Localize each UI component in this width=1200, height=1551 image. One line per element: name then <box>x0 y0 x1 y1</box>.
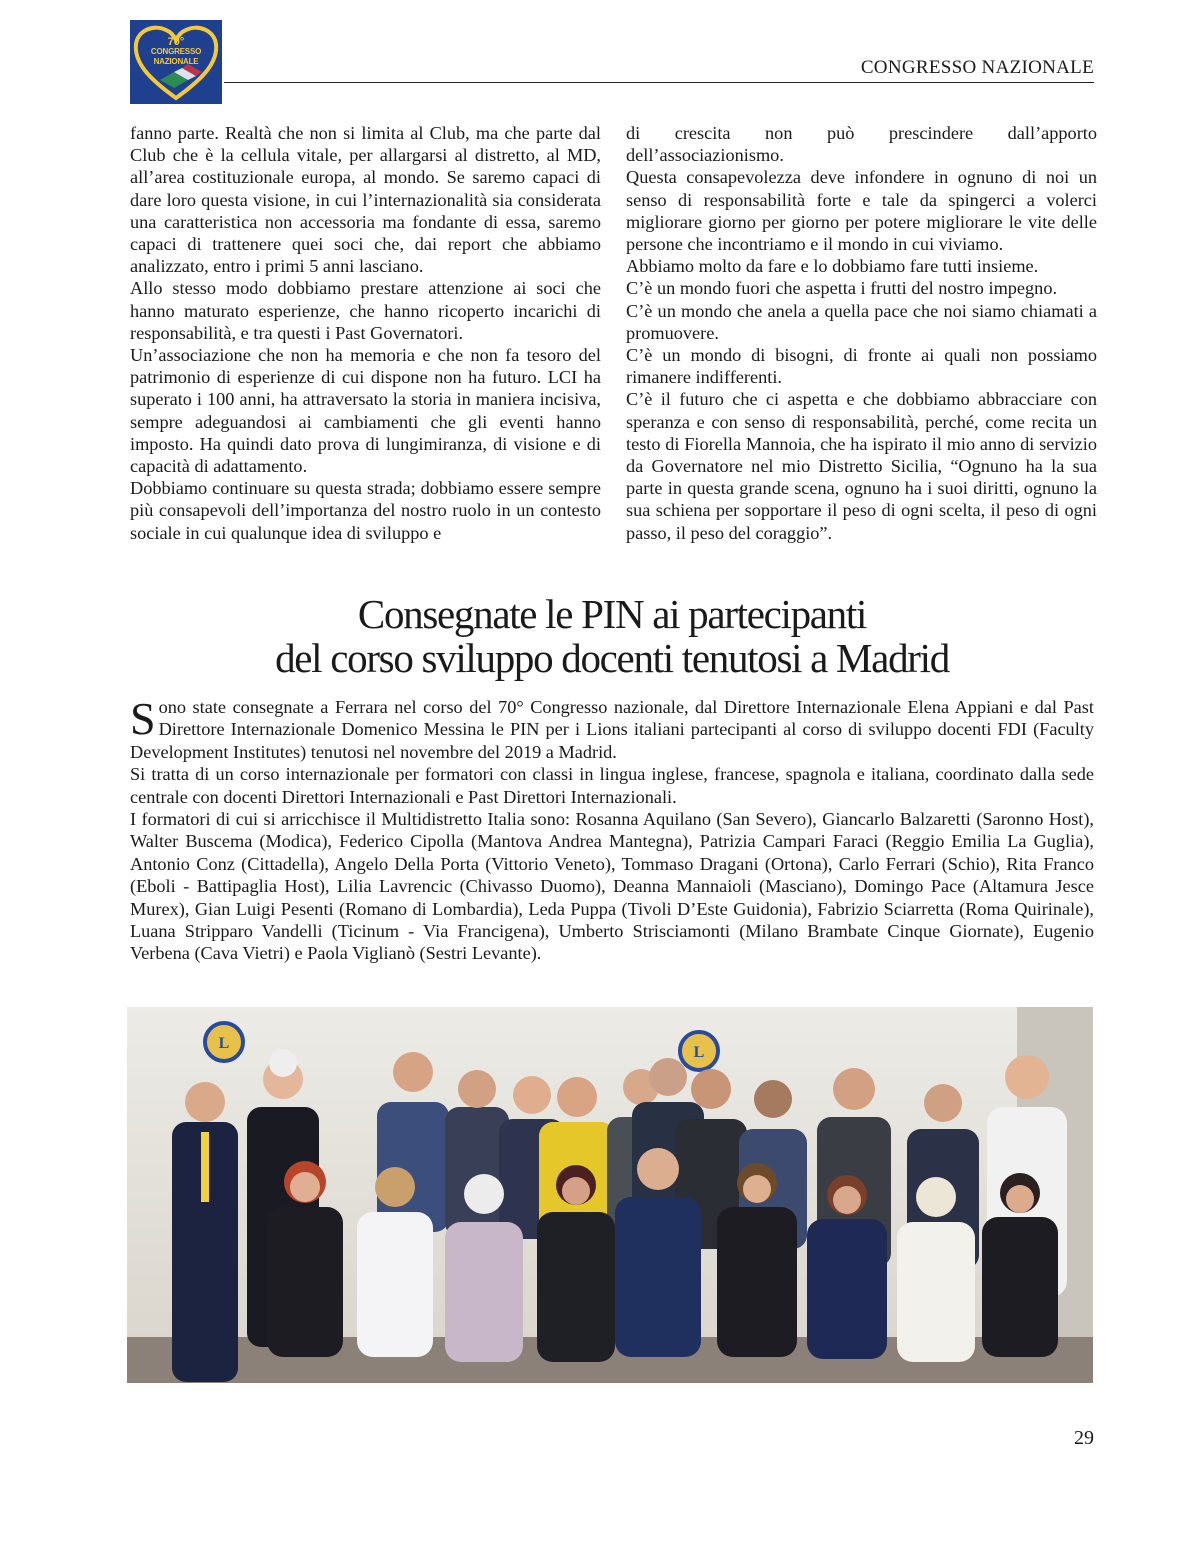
left-paragraph: fanno parte. Realtà che non si limita al Club, ma che parte dal Club che è la cellula vitale, per allargarsi al distretto, al MD, all’area costituzionale europa, al mondo. Se saremo capaci di dare loro questa visione, in cui l’internazionalità sia considerata una caratteristica non accessoria ma fondante di essa, saremo capaci di trattenere quei soci che, dai report che abbiamo analizzato, entro i primi 5 anni lasciano. <box>130 123 601 277</box>
page-number: 29 <box>1074 1427 1094 1449</box>
article-paragraph-1 <box>130 693 1094 763</box>
left-paragraph: Allo stesso modo dobbiamo prestare attenzione ai soci che hanno maturato esperienze, che hanno ricoperto incarichi di responsabilità, e tra questi i Past Governatori. <box>130 278 601 343</box>
group-photo <box>127 1007 1093 1383</box>
article-paragraph-3: I formatori di cui si arricchisce il Multidistretto Italia sono: Rosanna Aquilano (San Severo), Giancarlo Balzaretti (Saronno Host), Walter Buscema (Modica), Federico Cipolla (Mantova Andrea Mantegna), Patrizia Campari Faraci (Reggio Emilia La Guglia), Antonio Conz (Cittadella), Angelo Della Porta (Vittorio Veneto), Tommaso Dragani (Ortona), Carlo Ferrari (Schio), Rita Franco (Eboli - Battipaglia Host), Lilia Lavrencic (Chivasso Duomo), Deanna Mannaioli (Masciano), Domingo Pace (Altamura Jesce Murex), Gian Luigi Pesenti (Romano di Lombardia), Leda Puppa (Tivoli D’Este Guidonia), Fabrizio Sciarretta (Roma Quirinale), Luana Stripparo Vandelli (Ticinum - Via Francigena), Umberto Strisciamonti (Milano Brambate Cinque Giornate), Eugenio Verbena (Cava Vietri) e Paola Viglianò (Sestri Levante). <box>130 809 1094 964</box>
header-rule <box>224 82 1094 83</box>
drop-cap: S <box>130 693 156 744</box>
right-paragraph: C’è il futuro che ci aspetta e che dobbiamo abbracciare con speranza e con senso di responsabilità, perché, come recita un testo di Fiorella Mannoia, che ha ispirato il mio anno di servizio da Governatore nel mio Distretto Sicilia, “Ognuno ha la sua parte in questa grande scena, ognuno ha i suoi diritti, ognuno la sua schiena per sopportare il peso di ogni scelta, il peso di ogni passo, il peso del coraggio”. <box>626 389 1097 543</box>
right-paragraph: C’è un mondo di bisogni, di fronte ai quali non possiamo rimanere indifferenti. <box>626 345 1097 388</box>
svg-text:L: L <box>218 1035 230 1052</box>
article-title <box>130 592 1094 680</box>
svg-text:L: L <box>693 1044 705 1061</box>
right-paragraph: Questa consapevolezza deve infondere in ognuno di noi un senso di responsabilità forte e tale da spingerci a volerci migliorare giorno per giorno per potere migliorare le vite delle persone che incontriamo e il mondo in cui viviamo. <box>626 167 1097 255</box>
logo-line-3: NAZIONALE <box>153 57 199 66</box>
right-paragraph: C’è un mondo fuori che aspetta i frutti del nostro impegno. <box>626 278 1058 299</box>
article-body <box>130 693 1094 965</box>
group-photo-illustration <box>127 1007 1093 1383</box>
section-label: CONGRESSO NAZIONALE <box>860 57 1094 78</box>
logo-line-2: CONGRESSO <box>150 47 202 56</box>
lions-emblem-icon <box>205 1023 243 1061</box>
article-paragraph-1-text: ono state consegnate a Ferrara nel corso del 70° Congresso nazionale, dal Direttore Internazionale Elena Appiani e dal Past Direttore Internazionale Domenico Messina le PIN per i Lions italiani partecipanti al corso di sviluppo docenti FDI (Faculty Development Institutes) tenutosi nel novembre del 2019 a Madrid. <box>130 697 1094 762</box>
left-paragraph: Dobbiamo continuare su questa strada; dobbiamo essere sempre più consapevoli dell’importanza del nostro ruolo in un contesto sociale in cui qualunque idea di sviluppo e <box>130 478 601 543</box>
lions-emblem-icon <box>680 1032 718 1070</box>
logo-text <box>130 37 222 67</box>
logo-line-1: 70° <box>167 36 185 48</box>
right-paragraph: di crescita non può prescindere dall’apporto dell’associazionismo. <box>626 123 1097 166</box>
left-paragraph: Un’associazione che non ha memoria e che non fa tesoro del patrimonio di esperienze di cui dispone non ha futuro. LCI ha superato i 100 anni, ha attraversato la storia in maniera incisiva, sempre adeguandosi ai cambiamenti che gli eventi hanno imposto. Ha quindi dato prova di lungimiranza, di visione e di capacità di adattamento. <box>130 345 601 477</box>
right-column <box>626 122 1097 544</box>
right-paragraph: Abbiamo molto da fare e lo dobbiamo fare tutti insieme. <box>626 256 1039 277</box>
article-paragraph-2: Si tratta di un corso internazionale per formatori con classi in lingua inglese, francese, spagnola e italiana, coordinato dalla sede centrale con docenti Direttori Internazionali e Past Direttori Internazionali. <box>130 764 1094 807</box>
front-row-people <box>267 1148 1058 1362</box>
article-title-line-1: Consegnate le PIN ai partecipanti <box>357 591 867 637</box>
article-title-line-2: del corso sviluppo docenti tenutosi a Madrid <box>275 635 949 681</box>
left-column <box>130 122 601 544</box>
right-paragraph: C’è un mondo che anela a quella pace che noi siamo chiamati a promuovere. <box>626 300 1097 343</box>
congress-logo <box>130 20 222 104</box>
